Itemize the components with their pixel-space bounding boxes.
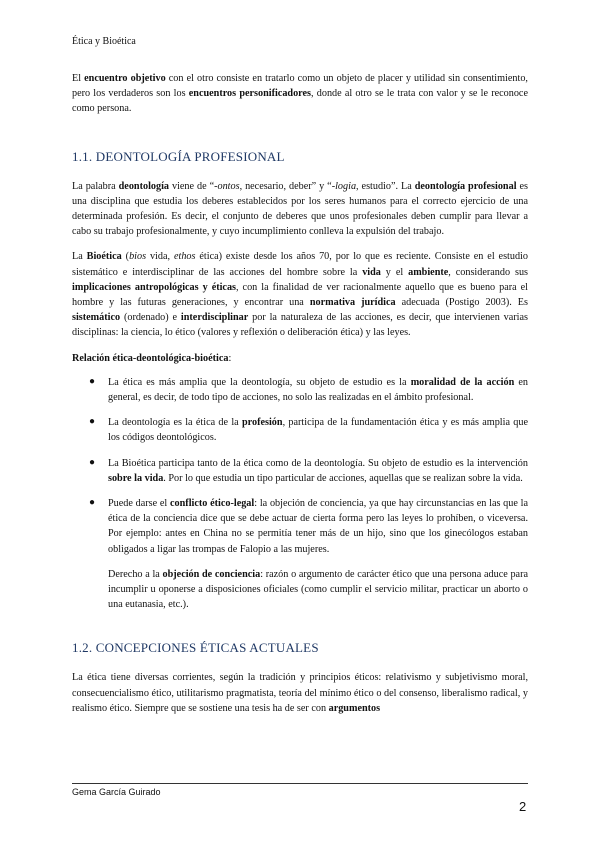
relation-subheading: Relación ética-deontológica-bioética: [72, 352, 232, 364]
list-item: ● La ética es más amplia que la deontología, su objeto de estudio es la moralidad de la acción en general, es decir, de todo tipo de acciones, no solo las realizadas en el ámbito profesional. [89, 375, 528, 404]
list-item: ● La deontología es la ética de la profesión, participa de la fundamentación ética y es más amplia que los códigos deontológicos. [89, 416, 528, 444]
deontologia-paragraph: La palabra deontología viene de “-ontos, necesario, deber” y “-logia, estudio”. La deontología profesional es una disciplina que estudia los deberes establecidos por los seres humanos para el correcto ejercicio de una determinada profesión. Es decir, el conjunto de deberes que unos profesionales deben cumplir para llevar a cabo su trabajo profesionalmente, y cuyo incumplimiento conlleva la expulsión del trabajo. [72, 180, 528, 238]
objection-paragraph: Derecho a la objeción de conciencia: razón o argumento de carácter ético que una persona aduce para incumplir u oponerse a disposiciones oficiales (como cumplir el servicio militar, practicar un aborto o una eutanasia, etc.). [108, 568, 528, 611]
page-body [72, 71, 528, 716]
bioetica-paragraph: La Bioética (bios vida, ethos ética) existe desde los años 70, por lo que es reciente. Consiste en el estudio sistemático e interdisciplinar de las acciones del hombre sobre la vida y el ambiente, considerando sus implicaciones antropológicas y éticas, con la finalidad de ver racionalmente aquello que es bueno para el hombre y las futuras generaciones, y encontrar una normativa jurídica adecuada (Postigo 2003). Es sistemático (ordenado) e interdisciplinar por la naturaleza de las acciones, es decir, que intervienen varias disciplinas: la ciencia, lo ético (valores y reflexión o deliberación ética) y las leyes. [72, 251, 529, 339]
bullet-icon: ● [89, 456, 96, 468]
list-item: ● Puede darse el conflicto ético-legal: la objeción de conciencia, ya que hay circunstancias en las que la ética de la conciencia dice que se debe actuar de cierta forma pero las leyes lo prohíben, o viceversa. Por ejemplo: antes en China no se permitía tener más de un hijo, sino que los ginecólogos estaban obligados a ligar las trompas de Falopio a las mujeres. [89, 497, 529, 555]
section-heading-concepciones: 1.2. CONCEPCIONES ÉTICAS ACTUALES [72, 640, 319, 656]
intro-paragraph: El encuentro objetivo con el otro consiste en tratarlo como un objeto de placer y utilidad sin consentimiento, pero los verdaderos son los encuentros personificadores, donde al otro se le trata con valor y se le reconoce como persona. [72, 73, 528, 115]
concepciones-paragraph: La ética tiene diversas corrientes, según la tradición y principios éticos: relativismo y subjetivismo moral, consecuencialismo ético, utilitarismo pragmatista, teoría del mínimo ético o del consenso, liberalismo radical, y realismo ético. Siempre que se sostiene una tesis ha de ser con argumentos [72, 672, 528, 714]
section-heading-deontologia: 1.1. DEONTOLOGÍA PROFESIONAL [72, 148, 285, 164]
page-number: 2 [519, 799, 527, 814]
bullet-icon: ● [89, 497, 96, 509]
relation-bullet-list [72, 375, 528, 557]
bullet-icon: ● [89, 416, 96, 428]
footer-divider [72, 783, 528, 784]
list-item: ● La Bioética participa tanto de la ética como de la deontología. Su objeto de estudio es la intervención sobre la vida. Por lo que estudia un tipo particular de acciones, aquellas que se realizan sobre la vida. [89, 456, 528, 484]
footer-author: Gema García Guirado [72, 787, 161, 797]
header-title: Ética y Bioética [72, 36, 136, 47]
bullet-icon: ● [89, 375, 96, 387]
